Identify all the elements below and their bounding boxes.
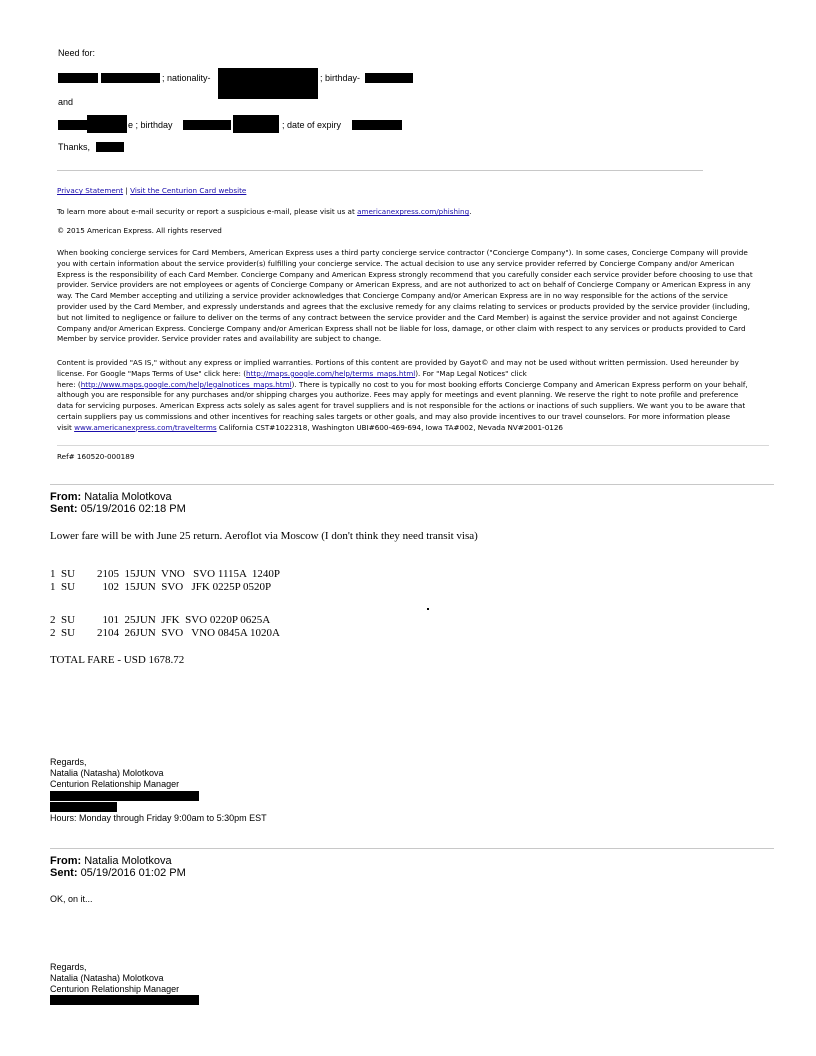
content-line: Content is provided "AS IS," without any express or implied warranties. Portions of this content are provided by Gayot© and may not be used without written permission. Used hereunder by (57, 358, 739, 367)
disclaimer-line: Member by service provider. Service provider rates and availability are subject to change. (57, 334, 382, 344)
redaction-box (50, 995, 199, 1005)
disclaimer-line: way. The Card Member accepting and utilizing a service provider acknowledges that Concierge Company and/or American Express are in no way responsible for the actions of the service (57, 291, 728, 301)
itinerary-line: 1 SU 2105 15JUN VNO SVO 1115A 1240P (50, 568, 281, 580)
content-line: data for servicing purposes. American Express acts solely as sales agent for travel suppliers and is not responsible for the actions or inactions of such suppliers. We want you to be aware that (57, 401, 746, 411)
itinerary-line: 1 SU 102 15JUN SVO JFK 0225P 0520P (50, 581, 272, 593)
content-line: certain suppliers pay us commissions and other incentives for reaching sales targets or other goals, and may also provide incentives to our travel counselors. For more information please (57, 411, 730, 421)
content-line: visit www.americanexpress.com/travelterms California CST#1022318, Washington UBI#600-469-694, Iowa TA#002, Nevada NV#2001-0126 (57, 422, 564, 432)
email1-from: From: Natalia Molotkova (50, 491, 172, 503)
signature-regards: Regards, (50, 757, 87, 767)
redaction-box (352, 120, 402, 130)
birthday-label: ; birthday- (320, 73, 361, 83)
signature-hours: Hours: Monday through Friday 9:00am to 5:30pm EST (50, 813, 267, 823)
divider (57, 170, 703, 171)
email1-sent: Sent: 05/19/2016 02:18 PM (50, 503, 186, 515)
disclaimer-line: Express is the responsibility of each Card Member. Concierge Company and American Express strongly recommend that you carefully consider each service provider before choosing to use that (57, 269, 753, 279)
redaction-box (218, 68, 318, 99)
redaction-box (50, 802, 117, 812)
itinerary-line: 2 SU 2104 26JUN SVO VNO 0845A 1020A (50, 627, 280, 639)
redaction-box (58, 120, 88, 130)
travelterms-link[interactable]: www.americanexpress.com/travelterms (74, 422, 217, 432)
signature-title: Centurion Relationship Manager (50, 984, 180, 994)
total-fare: TOTAL FARE - USD 1678.72 (50, 654, 185, 666)
disclaimer-line: provider. Service providers are not employees or agents of Concierge Company or American Express, and are not authorized to act on behalf of Concierge Company or American Express in any (57, 280, 751, 290)
disclaimer-line: When booking concierge services for Card Members, American Express uses a third party concierge service contractor ("Concierge Company"). In some cases, Concierge Company will provide (57, 248, 748, 257)
privacy-statement-link[interactable]: Privacy Statement (57, 186, 124, 195)
content-line: here: (http://www.maps.google.com/help/legalnotices_maps.html). There is typically no cost to you for most booking efforts Concierge Company and American Express perform on your behalf, (57, 379, 748, 389)
redaction-box (365, 73, 413, 83)
copyright-text: © 2015 American Express. All rights reserved (57, 226, 222, 235)
email2-from: From: Natalia Molotkova (50, 855, 172, 867)
sender-name: Natalia Molotkova (84, 855, 172, 867)
disclaimer-line: Company and/or American Express. Concierge Company and/or American Express shall not be liable for loss, damage, or other claim with respect to any services or products provided to Card (57, 323, 746, 333)
phishing-link[interactable]: americanexpress.com/phishing (357, 207, 470, 216)
disclaimer-line: but not limited to negligence or failure to deliver on the terms of any contract between the service provider and the Card Member) is against the service provider and not against Concierge (57, 312, 738, 322)
email1-body: Lower fare will be with June 25 return. Aeroflot via Moscow (I don't think they need transit visa) (50, 530, 478, 542)
maps-terms-link[interactable]: http://maps.google.com/help/terms_maps.html (246, 368, 416, 378)
redaction-box (183, 120, 231, 130)
reference-number: Ref# 160520-000189 (57, 452, 135, 461)
divider (50, 484, 774, 485)
email2-sent: Sent: 05/19/2016 01:02 PM (50, 867, 186, 879)
sent-date: 05/19/2016 02:18 PM (80, 503, 186, 515)
footer-links (57, 186, 246, 197)
content-line: license. For Google "Maps Terms of Use" click here: (http://maps.google.com/help/terms_maps.html). For "Map Legal Notices" click (57, 368, 527, 378)
content-line: although you are responsible for any purchases and/or shipping charges you authorize. Fees may apply for meetings and event planning. We reserve the right to note profile and preference (57, 390, 739, 400)
need-for-text: Need for: (58, 48, 96, 58)
divider (57, 445, 769, 446)
disclaimer-line: provider used by the Card Member, and expressly understands and agrees that the exclusive remedy for any claims relating to services or products provided by the service provider (including, (57, 301, 750, 311)
signature-regards: Regards, (50, 962, 87, 972)
signature-name: Natalia (Natasha) Molotkova (50, 768, 164, 778)
signature-title: Centurion Relationship Manager (50, 779, 180, 789)
redaction-box (233, 115, 279, 133)
itinerary-line: 2 SU 101 25JUN JFK SVO 0220P 0625A (50, 614, 271, 626)
security-text: To learn more about e-mail security or report a suspicious e-mail, please visit us at (57, 207, 355, 216)
redaction-box (101, 73, 160, 83)
divider (50, 848, 774, 849)
security-notice: To learn more about e-mail security or report a suspicious e-mail, please visit us at americanexpress.com/phishing. (57, 207, 472, 216)
link-separator: | (125, 186, 128, 195)
sender-name: Natalia Molotkova (84, 491, 172, 503)
stray-dot (427, 608, 429, 610)
and-text: and (58, 97, 74, 107)
sent-date: 05/19/2016 01:02 PM (80, 867, 186, 879)
centurion-website-link[interactable]: Visit the Centurion Card website (130, 186, 247, 195)
redaction-box (50, 791, 199, 801)
disclaimer-paragraph (57, 248, 767, 345)
thanks-text: Thanks, (58, 142, 91, 152)
email2-body: OK, on it... (50, 894, 93, 904)
redaction-box (87, 115, 127, 133)
maps-legal-link[interactable]: http://www.maps.google.com/help/legalnotices_maps.html (80, 379, 292, 389)
expiry-label: ; date of expiry (282, 120, 342, 130)
content-paragraph (57, 358, 767, 434)
redaction-box (58, 73, 98, 83)
disclaimer-line: you with certain information about the service provider(s) fulfilling your concierge service. The actual decision to use any service provider referred by Concierge Company and/or American (57, 258, 735, 268)
nationality-label: ; nationality- (162, 73, 211, 83)
redaction-box (96, 142, 124, 152)
birthday2-label: e ; birthday (128, 120, 173, 130)
signature-name: Natalia (Natasha) Molotkova (50, 973, 164, 983)
